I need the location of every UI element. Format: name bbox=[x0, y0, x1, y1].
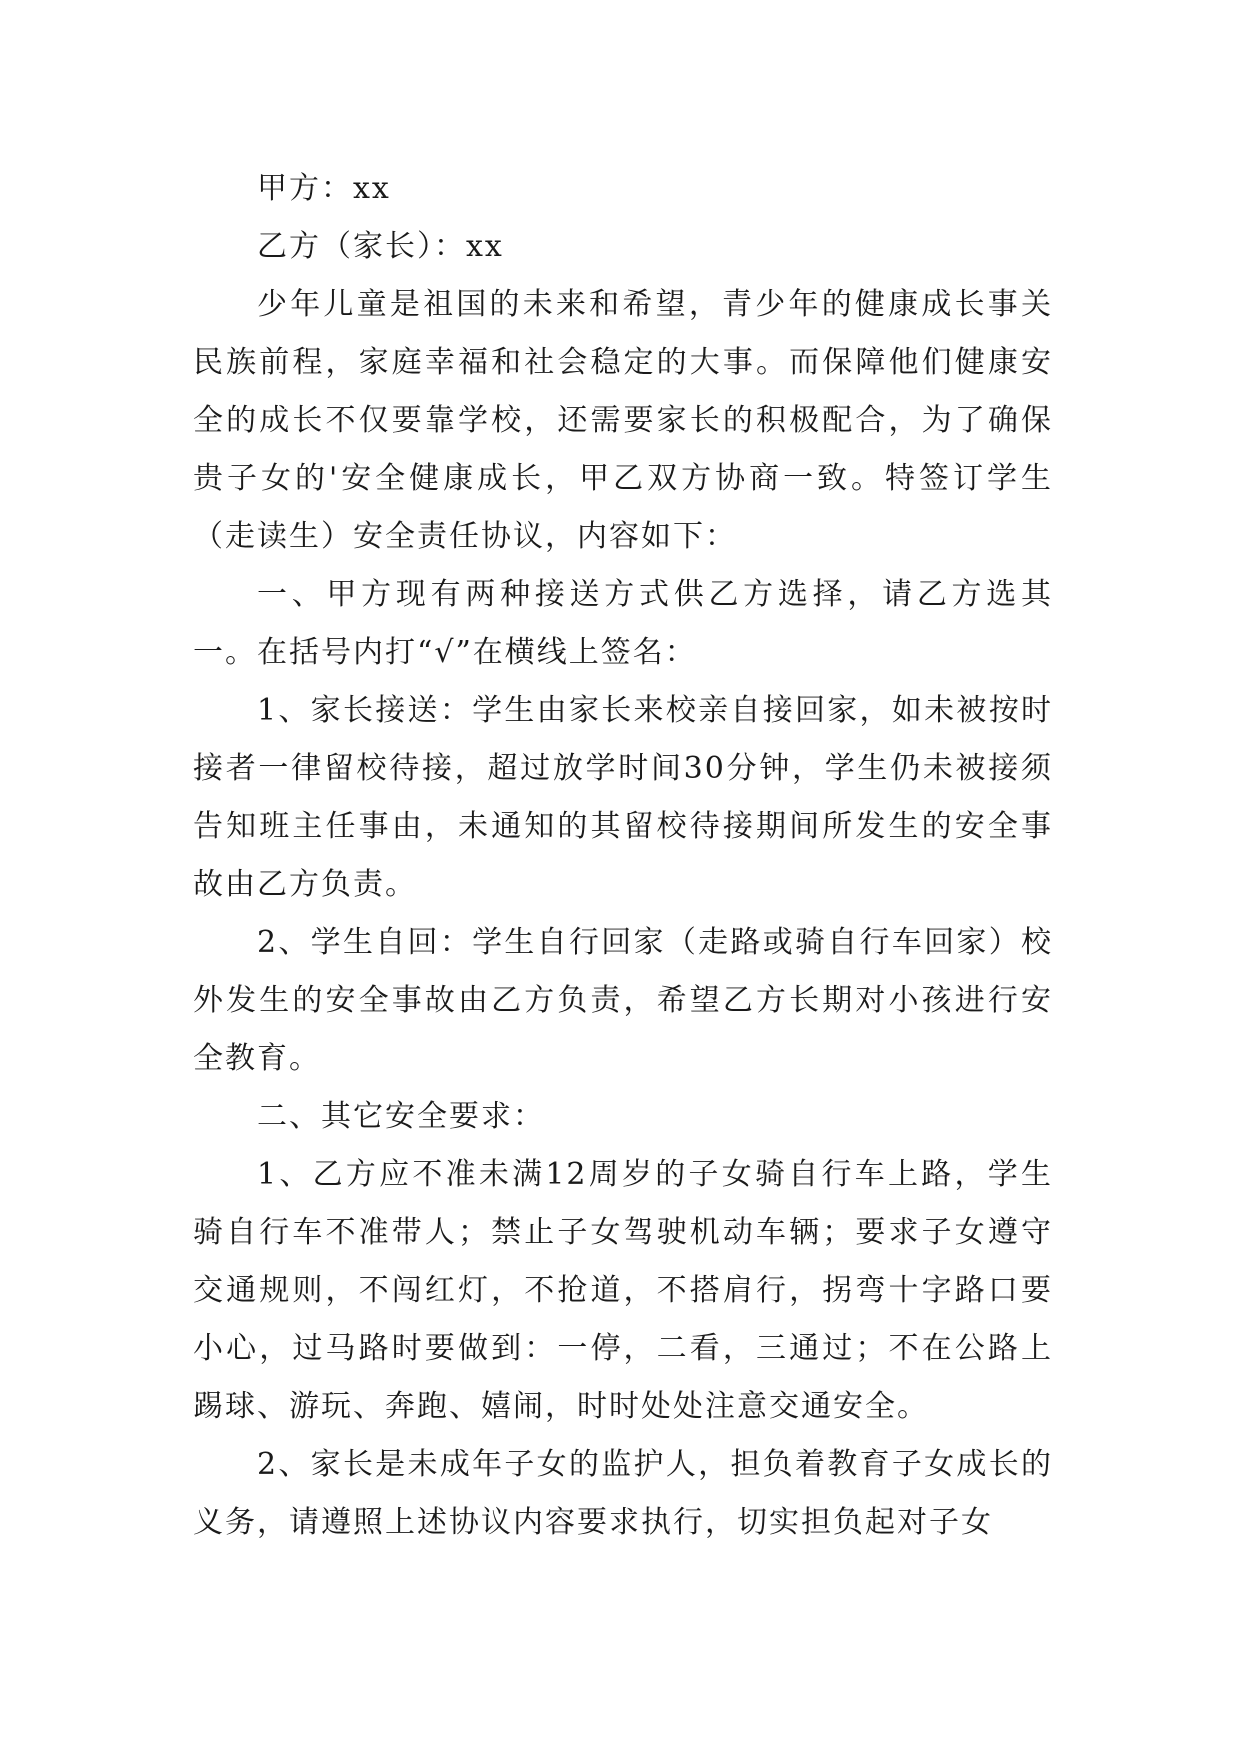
section-one-heading: 一、甲方现有两种接送方式供乙方选择，请乙方选其一。在括号内打“√”在横线上签名： bbox=[193, 577, 1053, 670]
document-page bbox=[193, 160, 1053, 1552]
party-b-line: 乙方（家长）：xx bbox=[257, 229, 504, 264]
intro-paragraph: 少年儿童是祖国的未来和希望，青少年的健康成长事关民族前程，家庭幸福和社会稳定的大事。而保障他们健康安全的成长不仅要靠学校，还需要家长的积极配合，为了确保贵子女的'安全健康成长，甲乙双方协商一致。特签订学生（走读生）安全责任协议，内容如下： bbox=[193, 287, 1053, 554]
section-two-heading: 二、其它安全要求： bbox=[257, 1099, 545, 1134]
option-parent-pickup: 1、家长接送：学生由家长来校亲自接回家，如未被按时接者一律留校待接，超过放学时间30分钟，学生仍未被接须告知班主任事由，未通知的其留校待接期间所发生的安全事故由乙方负责。 bbox=[193, 693, 1053, 902]
option-self-return: 2、学生自回：学生自行回家（走路或骑自行车回家）校外发生的安全事故由乙方负责，希望乙方长期对小孩进行安全教育。 bbox=[193, 925, 1053, 1076]
requirement-one: 1、乙方应不准未满12周岁的子女骑自行车上路，学生骑自行车不准带人；禁止子女驾驶机动车辆；要求子女遵守交通规则，不闯红灯，不抢道，不搭肩行，拐弯十字路口要小心，过马路时要做到：一停，二看，三通过；不在公路上踢球、游玩、奔跑、嬉闹，时时处处注意交通安全。 bbox=[193, 1157, 1053, 1424]
party-a-line: 甲方：xx bbox=[257, 171, 391, 206]
requirement-two: 2、家长是未成年子女的监护人，担负着教育子女成长的义务，请遵照上述协议内容要求执行，切实担负起对子女 bbox=[193, 1447, 1053, 1540]
